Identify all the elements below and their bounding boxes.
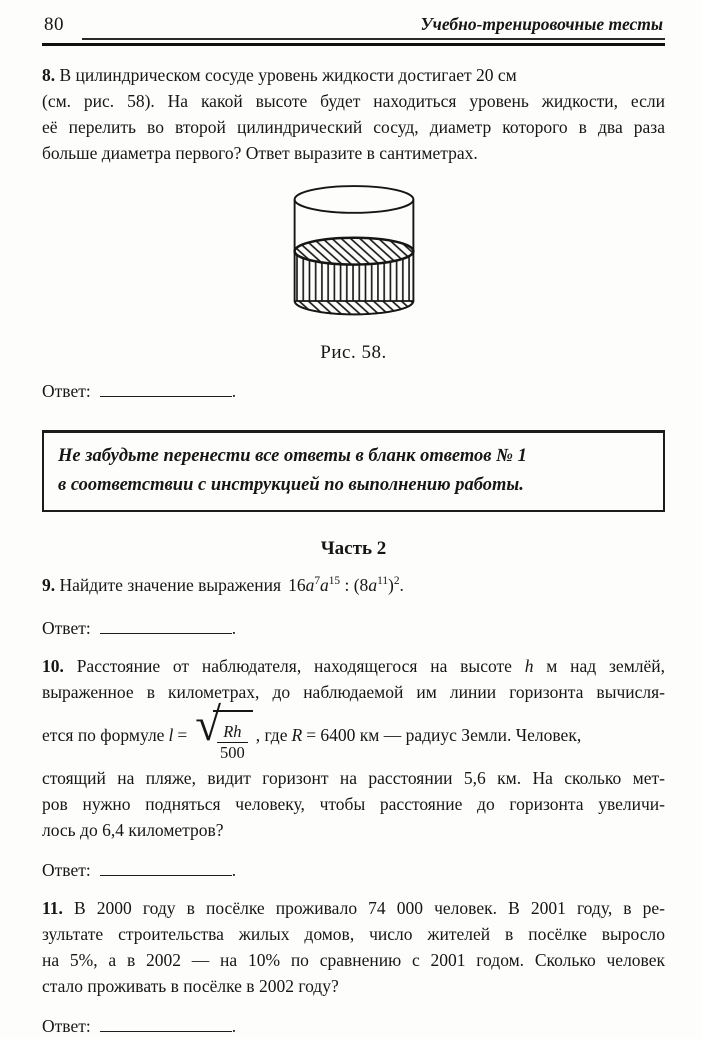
math-expression xyxy=(288,575,404,595)
answer-label: Ответ: xyxy=(42,617,91,638)
answer-row-10 xyxy=(42,857,665,883)
problem-11-line-4: стало проживать в посёлке в 2002 году? xyxy=(42,976,339,997)
fraction xyxy=(217,723,248,764)
problem-11-text: В 2000 году в посёлке проживало 74 000 человек. В 2001 году, в ре- xyxy=(74,898,666,919)
answer-period: . xyxy=(231,1016,237,1037)
problem-10-text: = 6400 км — радиус Земли. Человек, xyxy=(306,724,582,745)
problem-10-number: 10. xyxy=(42,655,64,676)
answer-blank xyxy=(100,382,232,397)
header-rule-thick xyxy=(42,43,665,46)
problem-8-line-1 xyxy=(42,62,665,88)
expr-exponent: 7 xyxy=(314,575,320,588)
problem-8-line-4: больше диаметра первого? Ответ выразите в сантиметрах. xyxy=(42,142,478,163)
problem-9 xyxy=(42,572,665,601)
problem-10-line-6: лось до 6,4 километров? xyxy=(42,820,224,841)
notice-box xyxy=(42,430,665,512)
radical-sign: √ xyxy=(195,698,221,751)
answer-period: . xyxy=(231,380,237,401)
fraction-numerator: Rh xyxy=(223,721,242,741)
expr-exponent: 2 xyxy=(393,575,400,588)
answer-label: Ответ: xyxy=(42,860,91,881)
figure-58 xyxy=(42,180,665,364)
answer-row-8 xyxy=(42,378,665,404)
problem-10-text: ется по формуле xyxy=(42,724,165,745)
part-2-heading: Часть 2 xyxy=(320,537,387,559)
equals-sign: = xyxy=(177,724,188,745)
problem-9-text: Найдите значение выражения xyxy=(59,574,282,595)
problem-10-text: м над землёй, xyxy=(546,655,666,676)
problem-11-line-2: зультате строительства жилых домов, число жителей в посёлке выросло xyxy=(42,924,665,945)
var-l: l xyxy=(168,724,174,745)
problem-8-line-3: её перелить во второй цилиндрический сосуд, диаметр которого в два раза xyxy=(42,116,665,137)
header-title: Учебно-тренировочные тесты xyxy=(420,14,663,34)
expr-var: a xyxy=(305,574,315,595)
answer-blank xyxy=(100,861,232,876)
notice-line-1: Не забудьте перенести все ответы в бланк ответов № 1 xyxy=(58,445,527,466)
cylinder-vessel-with-liquid-icon xyxy=(263,180,445,330)
problem-10 xyxy=(42,653,665,844)
fraction-denominator: 500 xyxy=(217,742,248,763)
expr-exponent: 15 xyxy=(328,575,341,588)
sqrt-formula xyxy=(195,698,253,764)
problem-11-line-3: на 5%, а в 2002 — на 10% по сравнению с 2001 годом. Сколько человек xyxy=(42,950,665,971)
answer-label: Ответ: xyxy=(42,1016,91,1037)
problem-8-text: В цилиндрическом сосуде уровень жидкости достигает 20 см xyxy=(59,64,517,85)
answer-row-9 xyxy=(42,615,665,641)
problem-8-line-2: (см. рис. 58). На какой высоте будет находиться уровень жидкости, если xyxy=(42,90,665,111)
problem-11-number: 11. xyxy=(42,898,63,919)
problem-9-number: 9. xyxy=(42,574,56,595)
var-R: R xyxy=(291,724,303,745)
problem-10-formula-line xyxy=(42,698,665,764)
answer-label: Ответ: xyxy=(42,380,91,401)
problem-11 xyxy=(42,895,665,999)
problem-10-line-4: стоящий на пляже, видит горизонт на расстоянии 5,6 км. На сколько мет- xyxy=(42,768,665,789)
expr-paren-open: (8 xyxy=(353,574,369,595)
expr-exponent: 11 xyxy=(377,575,388,588)
problem-10-line-5: ров нужно подняться человеку, чтобы расстояние до горизонта увеличи- xyxy=(42,794,665,815)
problem-8 xyxy=(42,62,665,166)
problem-8-number: 8. xyxy=(42,64,56,85)
problem-10-text: , где xyxy=(255,724,288,745)
problem-10-text: Расстояние от наблюдателя, находящегося на высоте xyxy=(76,655,512,676)
problem-10-line-1 xyxy=(42,653,665,679)
expr-colon: : xyxy=(340,574,354,595)
figure-caption: Рис. 58. xyxy=(320,341,387,363)
var-h: h xyxy=(524,655,534,676)
answer-period: . xyxy=(231,860,237,881)
problem-11-line-1 xyxy=(42,895,665,921)
page-header xyxy=(42,12,665,36)
problem-9-line xyxy=(42,572,665,601)
answer-blank xyxy=(100,1017,232,1032)
problem-10-line-2: выраженное в километрах, до наблюдаемой им линии горизонта вычисля- xyxy=(42,681,665,702)
header-rule-thin xyxy=(82,38,665,40)
answer-row-11 xyxy=(42,1013,665,1039)
expr-var: a xyxy=(320,574,329,595)
expr-var: a xyxy=(368,574,378,595)
page-number: 80 xyxy=(44,14,64,35)
expr-period: . xyxy=(399,574,404,595)
expr-paren-close: ) xyxy=(388,574,394,595)
notice-line-2: в соответствии с инструкцией по выполнению работы. xyxy=(58,474,524,495)
expr-coef: 16 xyxy=(288,574,306,595)
answer-blank xyxy=(100,619,232,634)
answer-period: . xyxy=(231,617,237,638)
